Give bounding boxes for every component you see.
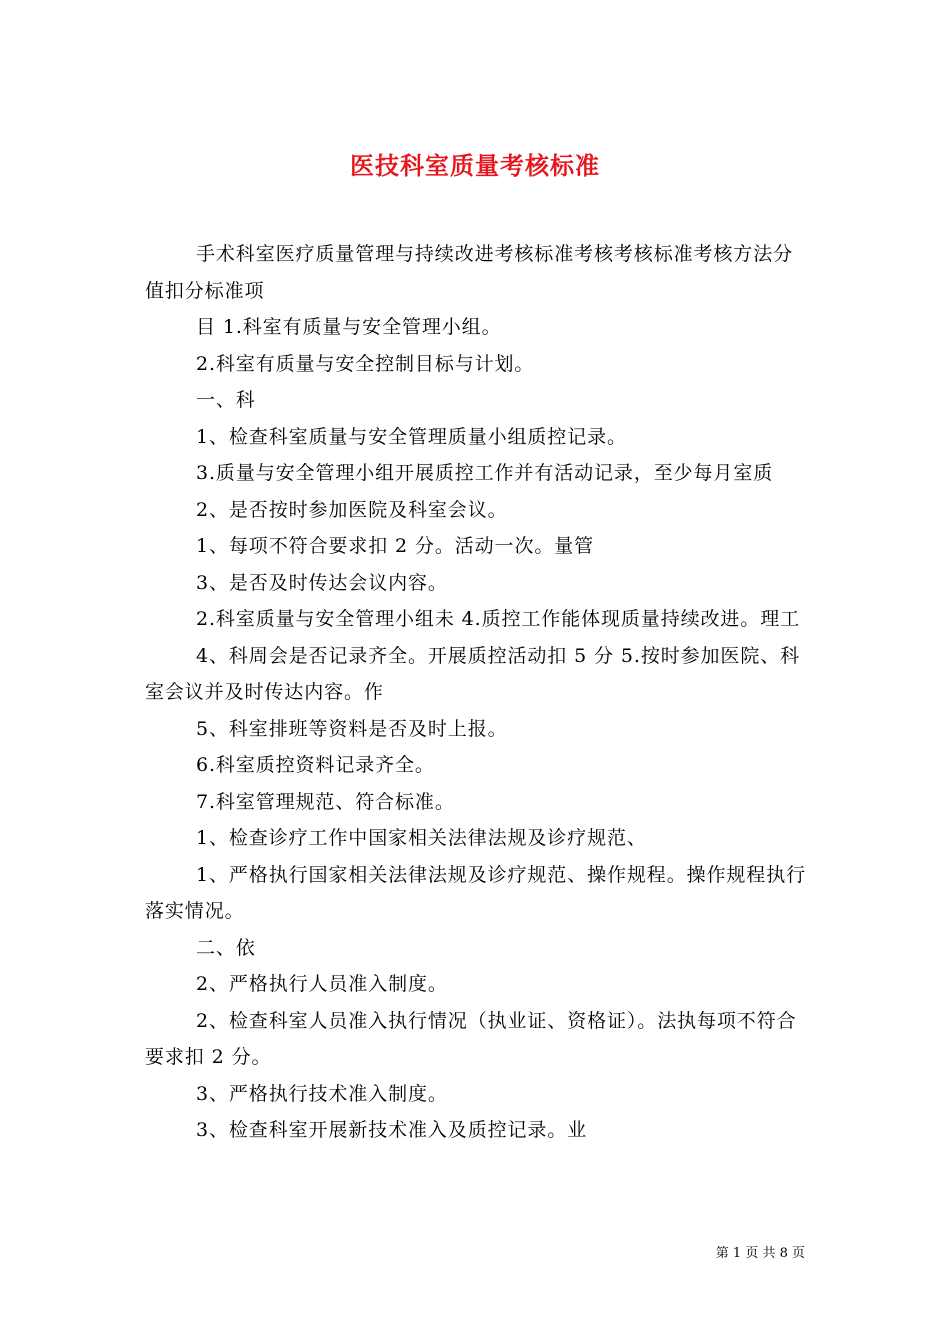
paragraph: 1、检查诊疗工作中国家相关法律法规及诊疗规范、 [196, 827, 647, 849]
paragraph: 3.质量与安全管理小组开展质控工作并有活动记录，至少每月室质 [196, 462, 774, 484]
page-number-footer: 第 1 页 共 8 页 [715, 1246, 805, 1261]
paragraph: 一、科 [196, 389, 256, 411]
paragraph: 目 1.科室有质量与安全管理小组。 [196, 316, 502, 338]
document-body [145, 236, 807, 1149]
paragraph: 1、检查科室质量与安全管理质量小组质控记录。 [196, 425, 627, 448]
paragraph: 6.科室质控资料记录齐全。 [196, 754, 435, 776]
paragraph: 3、是否及时传达会议内容。 [196, 571, 448, 594]
paragraph: 3、检查科室开展新技术准入及质控记录。业 [196, 1119, 588, 1141]
paragraph: 2、严格执行人员准入制度。 [196, 973, 448, 995]
paragraph: 手术科室医疗质量管理与持续改进考核标准考核考核标准考核方法分值扣分标准项 [145, 243, 794, 302]
paragraph: 2.科室质量与安全管理小组未 4.质控工作能体现质量持续改进。理工 [196, 608, 800, 630]
paragraph: 1、每项不符合要求扣 2 分。活动一次。量管 [196, 535, 595, 557]
paragraph: 二、依 [196, 936, 256, 959]
paragraph: 2、检查科室人员准入执行情况（执业证、资格证）。法执每项不符合要求扣 2 分。 [145, 1009, 797, 1068]
document-title: 医技科室质量考核标准 [350, 151, 600, 181]
paragraph: 2、是否按时参加医院及科室会议。 [196, 498, 508, 521]
paragraph: 7.科室管理规范、符合标准。 [196, 790, 455, 813]
paragraph: 1、严格执行国家相关法律法规及诊疗规范、操作规程。操作规程执行落实情况。 [145, 863, 806, 922]
paragraph: 2.科室有质量与安全控制目标与计划。 [196, 352, 535, 375]
paragraph: 3、严格执行技术准入制度。 [196, 1082, 448, 1105]
paragraph: 5、科室排班等资料是否及时上报。 [196, 717, 508, 740]
paragraph: 4、科周会是否记录齐全。开展质控活动扣 5 分 5.按时参加医院、科室会议并及时传达内容。作 [145, 644, 801, 703]
